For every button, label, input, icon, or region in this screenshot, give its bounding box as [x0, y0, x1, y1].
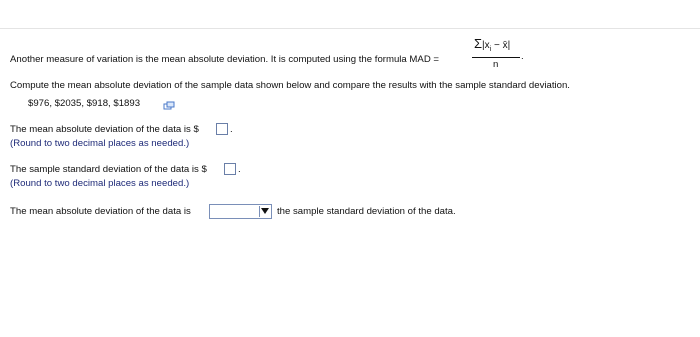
top-divider — [0, 28, 700, 29]
sample-data: $976, $2035, $918, $1893 — [28, 98, 141, 109]
q2-hint: (Round to two decimal places as needed.) — [10, 178, 190, 189]
q1-period: . — [230, 124, 233, 135]
fraction-bar — [472, 57, 520, 58]
intro-text: Another measure of variation is the mean absolute deviation. It is computed using the formula MAD = — [10, 54, 440, 65]
mad-answer-box[interactable] — [216, 123, 228, 135]
mad-formula — [472, 38, 522, 72]
std-dev-answer-box[interactable] — [224, 163, 236, 175]
copy-data-icon[interactable] — [163, 98, 175, 116]
formula-numerator — [474, 38, 510, 56]
dropdown-arrow-icon[interactable] — [259, 206, 270, 217]
q1-hint: (Round to two decimal places as needed.) — [10, 138, 190, 149]
q3-suffix: the sample standard deviation of the data. — [277, 206, 456, 217]
q1-prompt: The mean absolute deviation of the data is $ — [10, 124, 199, 135]
q2-prompt: The sample standard deviation of the data is $ — [10, 164, 207, 175]
formula-abs-term: $|x_i$ − x̄| — [482, 40, 511, 53]
formula-period: . — [521, 51, 524, 62]
formula-denominator: n — [493, 59, 499, 70]
sigma-symbol: Σ — [474, 36, 483, 51]
q3-prefix: The mean absolute deviation of the data is — [10, 206, 191, 217]
comparison-dropdown[interactable] — [209, 204, 272, 219]
instruction-text: Compute the mean absolute deviation of the sample data shown below and compare the results with the sample standard deviation. — [10, 80, 570, 91]
q2-period: . — [238, 164, 241, 175]
